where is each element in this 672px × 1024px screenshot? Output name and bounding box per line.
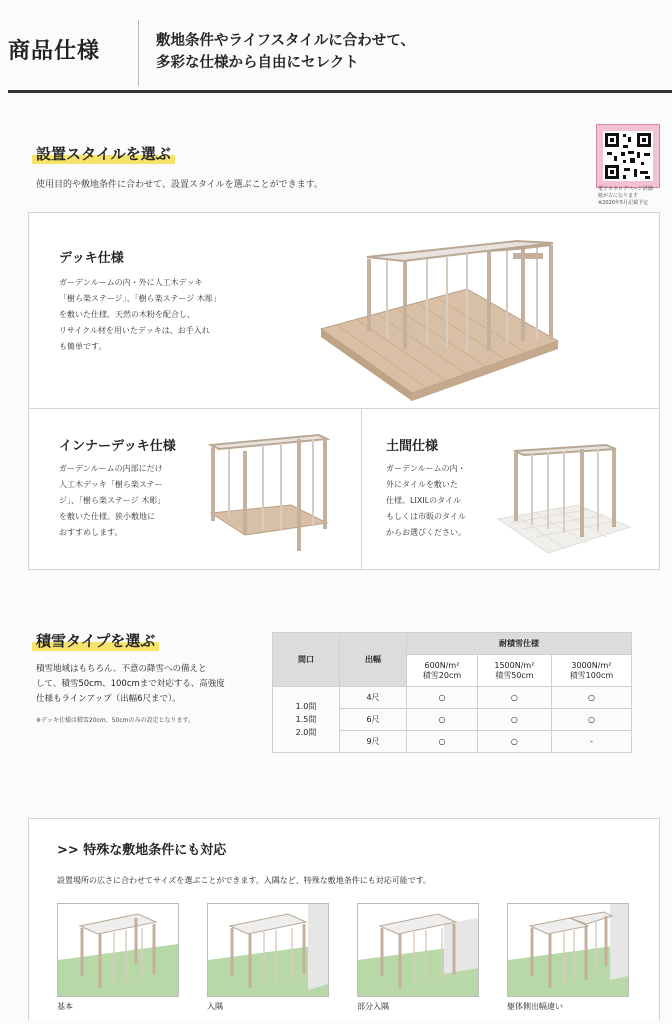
doma-description	[386, 461, 496, 541]
snow-section-description	[36, 662, 225, 707]
header-tagline-line-1: 敷地条件やライフスタイルに合わせて、	[156, 33, 415, 49]
qr-note-line-1: 電子カタログページ詳細	[598, 186, 653, 192]
table-header-load: 1500N/m² 積雪50cm	[477, 655, 551, 687]
inner-deck-description	[59, 461, 229, 541]
inner-deck-description-line: おすすめします。	[59, 528, 123, 537]
doma-description-line: 仕様。LIXILのタイル	[386, 496, 461, 505]
table-header-load: 600N/m² 積雪20cm	[407, 655, 478, 687]
snow-section-heading: 積雪タイプを選ぶ	[32, 630, 159, 651]
table-cell-depth: 9尺	[340, 731, 407, 753]
doma-illustration	[496, 441, 632, 559]
table-cell: ○	[477, 709, 551, 731]
inner-deck-illustration	[207, 431, 337, 555]
style-section-heading: 設置スタイルを選ぶ	[32, 143, 175, 164]
doma-description-line: ガーデンルームの内・	[386, 464, 466, 473]
condition-varied-depth-image	[507, 903, 629, 997]
special-section-heading: >> 特殊な敷地条件にも対応	[57, 843, 227, 858]
qr-note	[598, 186, 658, 207]
page-title: 商品仕様	[8, 39, 101, 64]
special-conditions-panel	[28, 818, 660, 1021]
deck-title: デッキ仕様	[59, 251, 124, 266]
table-header-opening: 間口	[273, 633, 340, 687]
condition-partial-inner-corner-image	[357, 903, 479, 997]
deck-description-line: ガーデンルームの内・外に人工木デッキ	[59, 278, 203, 287]
inner-deck-title: インナーデッキ仕様	[59, 439, 176, 454]
snow-load-table	[272, 632, 632, 753]
table-header-snow-spec: 耐積雪仕様	[407, 633, 632, 655]
special-section-description: 設置場所の広さに合わせてサイズを選ぶことができます。入隅など、特殊な敷地条件にも対応可能です。	[57, 876, 432, 885]
snow-description-line: して、積雪50cm、100cmまで対応する、高強度	[36, 679, 225, 689]
condition-varied-depth-caption: 躯体側出幅違い	[507, 1002, 563, 1011]
deck-description-line: 「樹ら楽ステージ」、「樹ら楽ステージ 木彫」	[59, 294, 221, 303]
inner-deck-description-line: 人工木デッキ「樹ら楽ステー	[59, 480, 163, 489]
deck-description-line: も簡単です。	[59, 342, 107, 351]
condition-inner-corner-illustration	[208, 904, 328, 996]
deck-description-line: を敷いた仕様。天然の木粉を配合し、	[59, 310, 195, 319]
condition-inner-corner-image	[207, 903, 329, 997]
inner-deck-description-line: を敷いた仕様。狭小敷地に	[59, 512, 155, 521]
table-cell: ○	[407, 709, 478, 731]
header-tagline-line-2: 多彩な仕様から自由にセレクト	[156, 55, 359, 71]
doma-description-line: 外にタイルを敷いた	[386, 480, 458, 489]
table-row	[273, 687, 632, 709]
table-cell-openings: 1.0間 1.5間 2.0間	[273, 687, 340, 753]
table-cell: ○	[551, 709, 631, 731]
table-header-depth: 出幅	[340, 633, 407, 687]
condition-basic-illustration	[58, 904, 178, 996]
header-divider	[138, 20, 139, 86]
condition-varied-depth-illustration	[508, 904, 628, 996]
deck-panel	[28, 212, 660, 410]
doma-description-line: もしくは市販のタイル	[386, 512, 466, 521]
condition-partial-inner-corner-caption: 部分入隅	[357, 1002, 389, 1011]
condition-partial-inner-corner-illustration	[358, 904, 478, 996]
condition-basic-caption: 基本	[57, 1002, 73, 1011]
table-cell: ○	[477, 687, 551, 709]
doma-title: 土間仕様	[386, 439, 439, 454]
qr-code[interactable]	[596, 124, 660, 188]
condition-inner-corner-caption: 入隅	[207, 1002, 223, 1011]
condition-basic-image	[57, 903, 179, 997]
table-cell: ○	[477, 731, 551, 753]
inner-deck-panel	[28, 408, 363, 570]
doma-panel	[361, 408, 660, 570]
qr-note-date: ※2020年5月記載予定	[598, 200, 649, 206]
table-cell: ○	[407, 731, 478, 753]
doma-description-line: からお選びください。	[386, 528, 466, 537]
table-cell-depth: 6尺	[340, 709, 407, 731]
inner-deck-description-line: ジ」、「樹ら楽ステージ 木彫」	[59, 496, 166, 505]
table-cell: ○	[551, 687, 631, 709]
header-tagline	[156, 30, 415, 74]
deck-description-line: リサイクル材を用いたデッキは、お手入れ	[59, 326, 210, 335]
table-cell-depth: 4尺	[340, 687, 407, 709]
style-section-description: 使用目的や敷地条件に合わせて、設置スタイルを選ぶことができます。	[36, 180, 323, 190]
qr-code-graphic	[597, 125, 659, 187]
table-cell: ○	[407, 687, 478, 709]
table-header-load: 3000N/m² 積雪100cm	[551, 655, 631, 687]
header-rule	[8, 90, 672, 93]
deck-illustration	[317, 223, 562, 403]
snow-description-line: 仕様もラインアップ（出幅6尺まで）。	[36, 694, 181, 704]
inner-deck-description-line: ガーデンルームの内部にだけ	[59, 464, 163, 473]
deck-description	[59, 275, 289, 355]
table-cell: -	[551, 731, 631, 753]
snow-description-line: 積雪地域はもちろん、不意の降雪への備えと	[36, 664, 207, 674]
qr-note-line-2: 紙が古になります	[598, 193, 639, 199]
snow-section-note: ※デッキ仕様は積雪20cm、50cmのみの設定となります。	[36, 717, 194, 724]
